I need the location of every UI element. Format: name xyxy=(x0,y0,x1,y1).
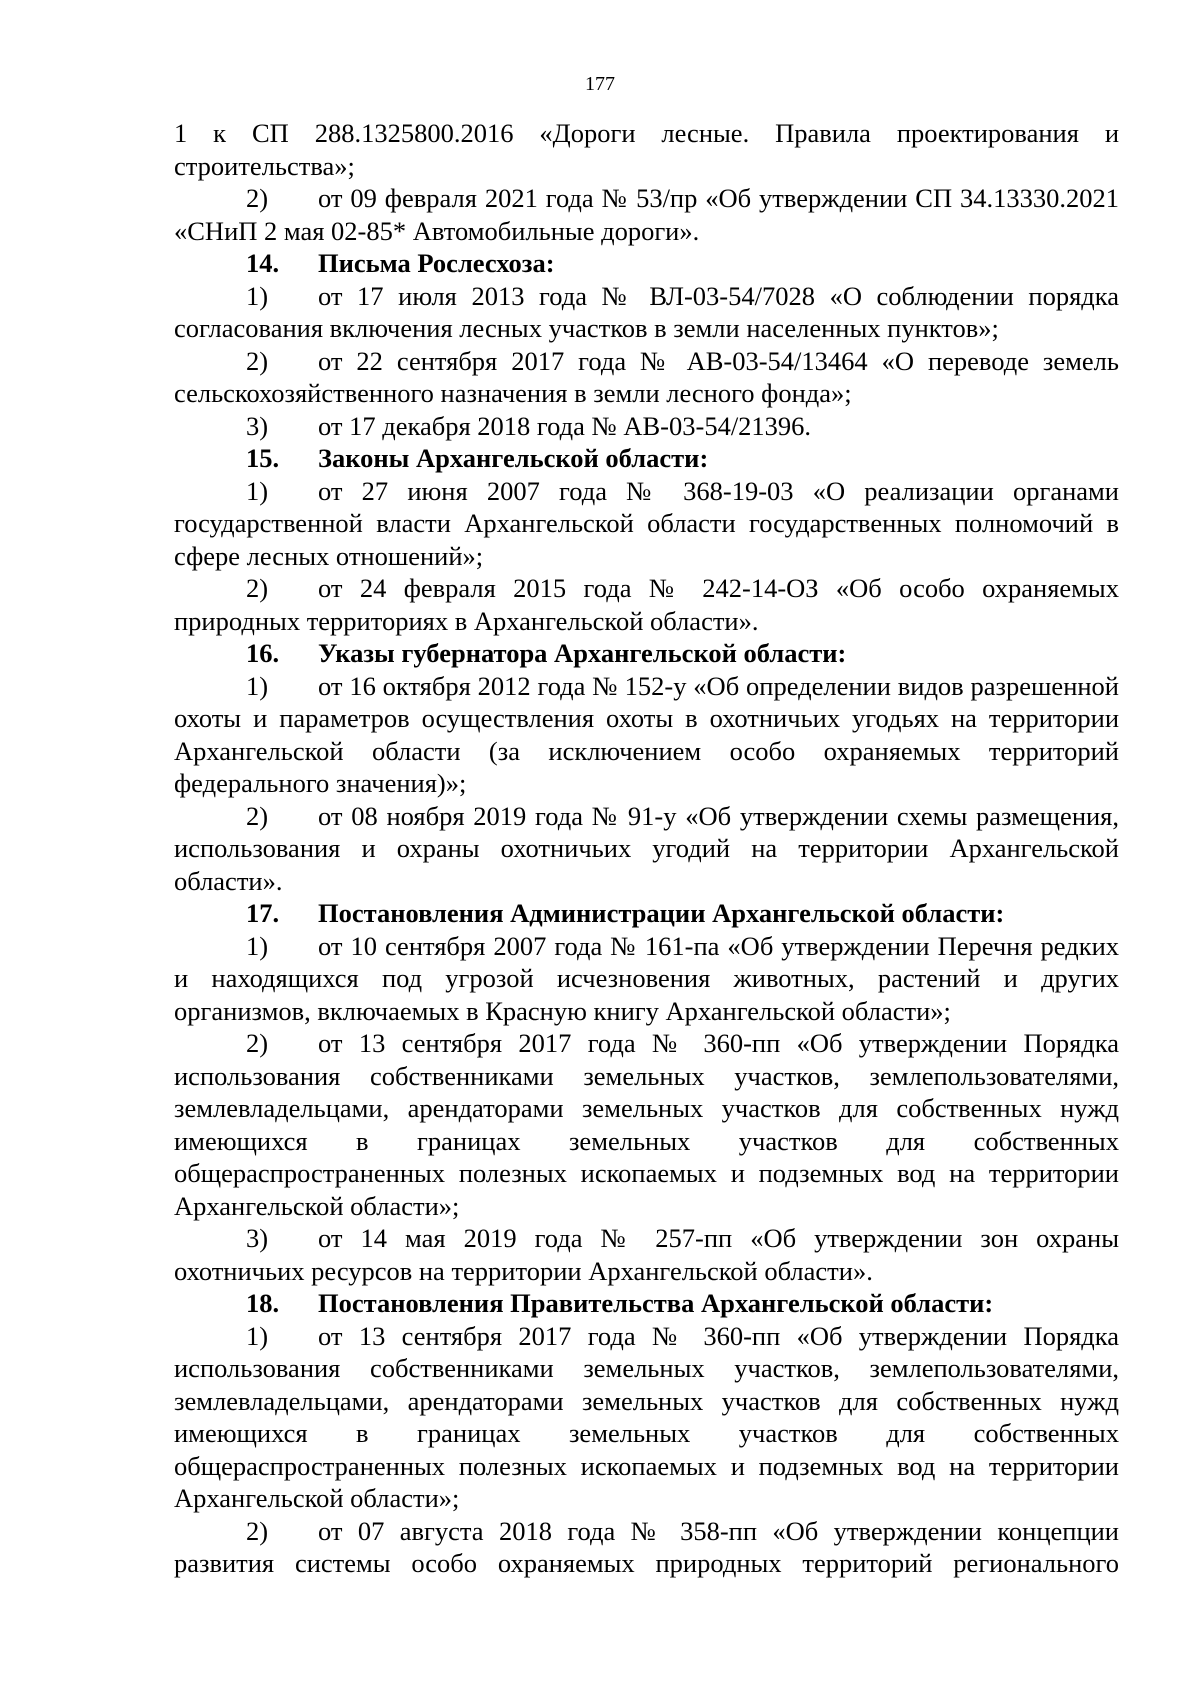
list-item: 3) от 17 декабря 2018 года № АВ-03-54/21396. xyxy=(246,410,812,441)
section-heading: 14. Письма Рослесхоза: xyxy=(246,248,555,278)
section-heading: 18. Постановления Правительства Архангельской области: xyxy=(246,1288,994,1318)
section-heading: 17. Постановления Администрации Архангельской области: xyxy=(246,898,1005,928)
list-item: 1) от 17 июля 2013 года № ВЛ-03-54/7028 «О соблюдении порядка согласования включения лесных участков в земли населенных пунктов»; xyxy=(174,280,1119,343)
list-item: 1) от 10 сентября 2007 года № 161-па «Об утверждении Перечня редких и находящихся под угрозой исчезновения животных, растений и других организмов, включаемых в Красную книгу Архангельской области»; xyxy=(174,930,1119,1026)
document-body xyxy=(174,117,1119,1580)
list-item: 2) от 09 февраля 2021 года № 53/пр «Об утверждении СП 34.13330.2021 «СНиП 2 мая 02-85* Автомобильные дороги». xyxy=(174,183,1119,246)
list-item: 2) от 07 августа 2018 года № 358-пп «Об утверждении концепции развития системы особо охраняемых природных территорий регионального xyxy=(174,1515,1119,1578)
list-item: 1) от 27 июня 2007 года № 368-19-03 «О реализации органами государственной власти Архангельской области государственных полномочий в сфере лесных отношений»; xyxy=(174,475,1119,571)
list-item: 1) от 16 октября 2012 года № 152-у «Об определении видов разрешенной охоты и параметров осуществления охоты в охотничьих угодьях на территории Архангельской области (за исключением особо охраняемых территорий федерального значения)»; xyxy=(174,670,1119,798)
list-item: 1) от 13 сентября 2017 года № 360-пп «Об утверждении Порядка использования собственниками земельных участков, землепользователями, землевладельцами, арендаторами земельных участков для собственных нужд имеющихся в границах земельных участков для собственных общераспространенных полезных ископаемых и подземных вод на территории Архангельской области»; xyxy=(174,1320,1119,1513)
list-item: 2) от 13 сентября 2017 года № 360-пп «Об утверждении Порядка использования собственниками земельных участков, землепользователями, землевладельцами, арендаторами земельных участков для собственных нужд имеющихся в границах земельных участков для собственных общераспространенных полезных ископаемых и подземных вод на территории Архангельской области»; xyxy=(174,1028,1119,1221)
list-item: 2) от 08 ноября 2019 года № 91-у «Об утверждении схемы размещения, использования и охраны охотничьих угодий на территории Архангельской области». xyxy=(174,800,1119,896)
list-item: 2) от 24 февраля 2015 года № 242-14-ОЗ «Об особо охраняемых природных территориях в Архангельской области». xyxy=(174,573,1119,636)
section-heading: 15. Законы Архангельской области: xyxy=(246,443,709,473)
section-heading: 16. Указы губернатора Архангельской области: xyxy=(246,638,847,668)
page-number: 177 xyxy=(585,73,615,95)
list-item: 3) от 14 мая 2019 года № 257-пп «Об утверждении зон охраны охотничьих ресурсов на территории Архангельской области». xyxy=(174,1223,1119,1286)
paragraph-continuation: 1 к СП 288.1325800.2016 «Дороги лесные. Правила проектирования и строительства»; xyxy=(174,118,1119,181)
list-item: 2) от 22 сентября 2017 года № АВ-03-54/13464 «О переводе земель сельскохозяйственного назначения в земли лесного фонда»; xyxy=(174,345,1119,408)
